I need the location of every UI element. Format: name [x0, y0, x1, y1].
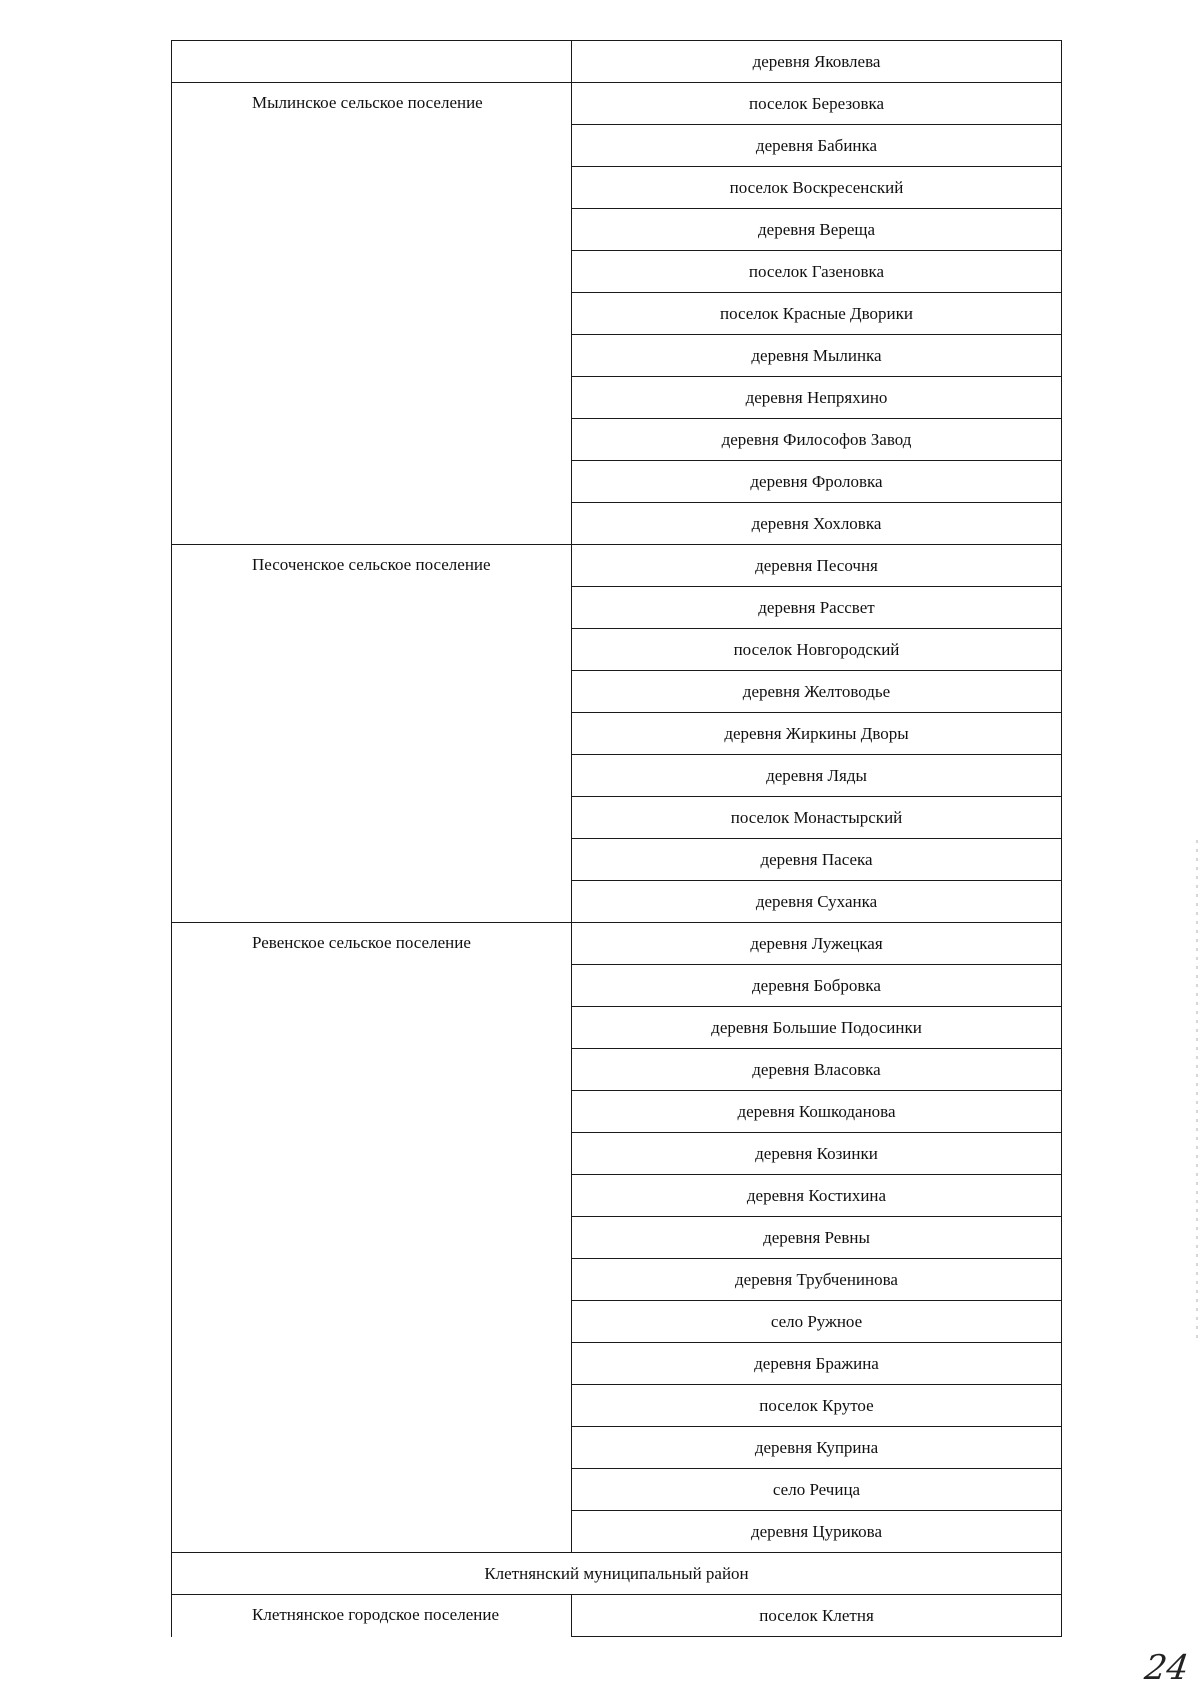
locality-name-cell: деревня Кошкоданова	[572, 1091, 1062, 1133]
locality-name-cell: поселок Красные Дворики	[572, 293, 1062, 335]
locality-name-cell: деревня Мылинка	[572, 335, 1062, 377]
locality-name-cell: поселок Крутое	[572, 1385, 1062, 1427]
table-row	[172, 83, 1062, 125]
settlements-table	[171, 40, 1062, 1637]
locality-name-cell: поселок Газеновка	[572, 251, 1062, 293]
locality-name-cell: деревня Яковлева	[572, 41, 1062, 83]
locality-name-cell: поселок Березовка	[572, 83, 1062, 125]
settlements-table-body	[172, 41, 1062, 1637]
locality-name-cell: поселок Новгородский	[572, 629, 1062, 671]
settlement-name-cell: Мылинское сельское поселение	[172, 83, 572, 545]
locality-name-cell: деревня Хохловка	[572, 503, 1062, 545]
locality-name-cell: деревня Верещa	[572, 209, 1062, 251]
locality-name-cell: деревня Костихина	[572, 1175, 1062, 1217]
locality-name-cell: деревня Власовка	[572, 1049, 1062, 1091]
district-name-cell: Клетнянский муниципальный район	[172, 1553, 1062, 1595]
locality-name-cell: деревня Фроловка	[572, 461, 1062, 503]
locality-name-cell: деревня Непряхино	[572, 377, 1062, 419]
locality-name-cell: деревня Бабинка	[572, 125, 1062, 167]
locality-name-cell: деревня Желтоводье	[572, 671, 1062, 713]
locality-name-cell: деревня Большие Подосинки	[572, 1007, 1062, 1049]
locality-name-cell: деревня Бражина	[572, 1343, 1062, 1385]
locality-name-cell: поселок Монастырский	[572, 797, 1062, 839]
locality-name-cell: деревня Песочня	[572, 545, 1062, 587]
locality-name-cell: деревня Жиркины Дворы	[572, 713, 1062, 755]
locality-name-cell: деревня Цурикова	[572, 1511, 1062, 1553]
settlement-name-cell: Ревенское сельское поселение	[172, 923, 572, 1553]
locality-name-cell: деревня Суханка	[572, 881, 1062, 923]
locality-name-cell: деревня Трубченинова	[572, 1259, 1062, 1301]
locality-name-cell: деревня Козинки	[572, 1133, 1062, 1175]
table-row	[172, 923, 1062, 965]
settlement-name-cell: Клетнянское городское поселение	[172, 1595, 572, 1637]
locality-name-cell: деревня Ляды	[572, 755, 1062, 797]
settlement-name-cell	[172, 41, 572, 83]
locality-name-cell: деревня Ревны	[572, 1217, 1062, 1259]
district-row	[172, 1553, 1062, 1595]
table-row	[172, 545, 1062, 587]
table-row	[172, 41, 1062, 83]
settlement-name-cell: Песоченское сельское поселение	[172, 545, 572, 923]
locality-name-cell: село Речица	[572, 1469, 1062, 1511]
locality-name-cell: деревня Лужецкая	[572, 923, 1062, 965]
locality-name-cell: село Ружное	[572, 1301, 1062, 1343]
locality-name-cell: деревня Куприна	[572, 1427, 1062, 1469]
page-number: 24	[1142, 1648, 1192, 1688]
table-row	[172, 1595, 1062, 1637]
scan-margin-mark	[1196, 840, 1198, 1340]
locality-name-cell: поселок Клетня	[572, 1595, 1062, 1637]
locality-name-cell: поселок Воскресенский	[572, 167, 1062, 209]
locality-name-cell: деревня Пасека	[572, 839, 1062, 881]
locality-name-cell: деревня Бобровка	[572, 965, 1062, 1007]
locality-name-cell: деревня Рассвет	[572, 587, 1062, 629]
locality-name-cell: деревня Философов Завод	[572, 419, 1062, 461]
